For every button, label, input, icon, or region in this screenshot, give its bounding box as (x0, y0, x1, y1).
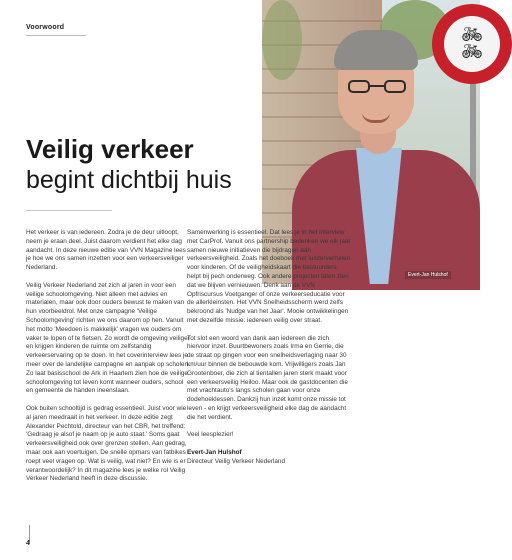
paragraph: Samenwerking is essentieel. Dat lees je in het interview met CarProf. Vanuit ons partnership bedenken we elk jaar samen nieuwe initiatieven die bijdragen aan verkeersveiligheid. Zoals het doeboek met luisterverhalen voor kinderen. Of de veiligheidskaart die bestuurders helpt bij pech onderweg. Ook andere projecten laten zien dat we blijven vernieuwen. Denk aan de VVN Opfriscursus Voetganger of onze verkeerseducatie voor de allerkleinsten. Het VVN Snelheidsscherm werd zelfs bekroond als 'Nudge van het Jaar'. Mooie ontwikkelingen met dezelfde missie: iedereen veilig over straat. (187, 229, 351, 324)
signature-name: Evert-Jan Hulshof (187, 448, 242, 456)
paragraph: Het verkeer is van iedereen. Zodra je de deur uitloopt, neem je eraan deel. Juist daarom verdient het elke dag aandacht. In deze nieuwe editie van VVN Magazine lees je hoe we ons samen inzetten voor een verkeersveiliger Nederland. (26, 229, 186, 272)
paragraph: Tot slot een woord van dank aan iedereen die zich hiervoor inzet. Buurtbewoners zoals Irma en Gerrie, die de straat op gingen voor een snelheidsverlaging naar 30 km/uur binnen de bebouwde kom. Vrijwilligers zoals Jan Grootenboer, die zich al tientallen jaren sterk maakt voor een verkeersveilig Heiloo. Maar ook de gastdocenten die met vrachtauto's langs scholen gaan voor onze dodehoeklessen. Dankzij hun inzet komt onze missie tot leven - en krijgt verkeersveiligheid elke dag de aandacht die het verdient. (187, 334, 348, 421)
headline-bold: Veilig verkeer (26, 134, 194, 164)
glasses-icon (348, 80, 406, 94)
right-text-column (187, 229, 352, 475)
headline-divider (26, 210, 112, 211)
tree-foliage-left (262, 0, 302, 80)
signature-role: Directeur Veilig Verkeer Nederland (187, 457, 286, 465)
paragraph: Veilig Verkeer Nederland zet zich al jaren in voor een veilige schoolomgeving. Niet alleen met advies en materialen, maar ook door ouders bewust te maken van hun voorbeeldrol. Met onze campagne 'Veilige Schoolomgeving' richten we ons daarom op hen. Vanuit het motto 'Meedoen is makkelijk' vragen we ouders om vaker te lopen of te fietsen. Zo wordt de omgeving veiliger en krijgen kinderen de ruimte om zelfstandig verkeerservaring op te doen. In het coverinterview lees je meer over de landelijke campagne en aanpak op scholen. Zo laat basisschool de Ark in Haarlem zien hoe de veilige schoolomgeving tot leven komt wanneer ouders, school en gemeente de handen ineenslaan. (26, 281, 190, 395)
section-label: Voorwoord (26, 24, 65, 31)
hair (334, 30, 418, 70)
no-bicycles-sign-icon: 🚲︎ 🚲︎ (432, 4, 512, 84)
paragraph: Veel leesplezier! (187, 431, 234, 439)
headline-light: begint dichtbij huis (26, 166, 232, 194)
page-number: 4 (26, 540, 30, 547)
section-divider (26, 35, 86, 36)
photo-caption: Evert-Jan Hulshof (405, 271, 451, 279)
paragraph: Ook buiten schooltijd is gedrag essentieel. Juist voor wie al jaren meedraait in het verkeer. In deze editie zegt Alexander Pechtold, directeur van het CBR, het treffend: 'Gedraag je alsof je naam op je auto staat.' Soms gaat verkeersveiligheid ook over grenzen stellen. Aan gedrag, maar ook aan voertuigen. De snelle opmars van fatbikes roept veel vragen op. Wat is veilig, wat niet? En wie is er verantwoordelijk? In dit magazine lees je welke rol Veilig Verkeer Nederland heeft in deze discussie. (26, 404, 187, 483)
left-text-column (26, 229, 191, 493)
